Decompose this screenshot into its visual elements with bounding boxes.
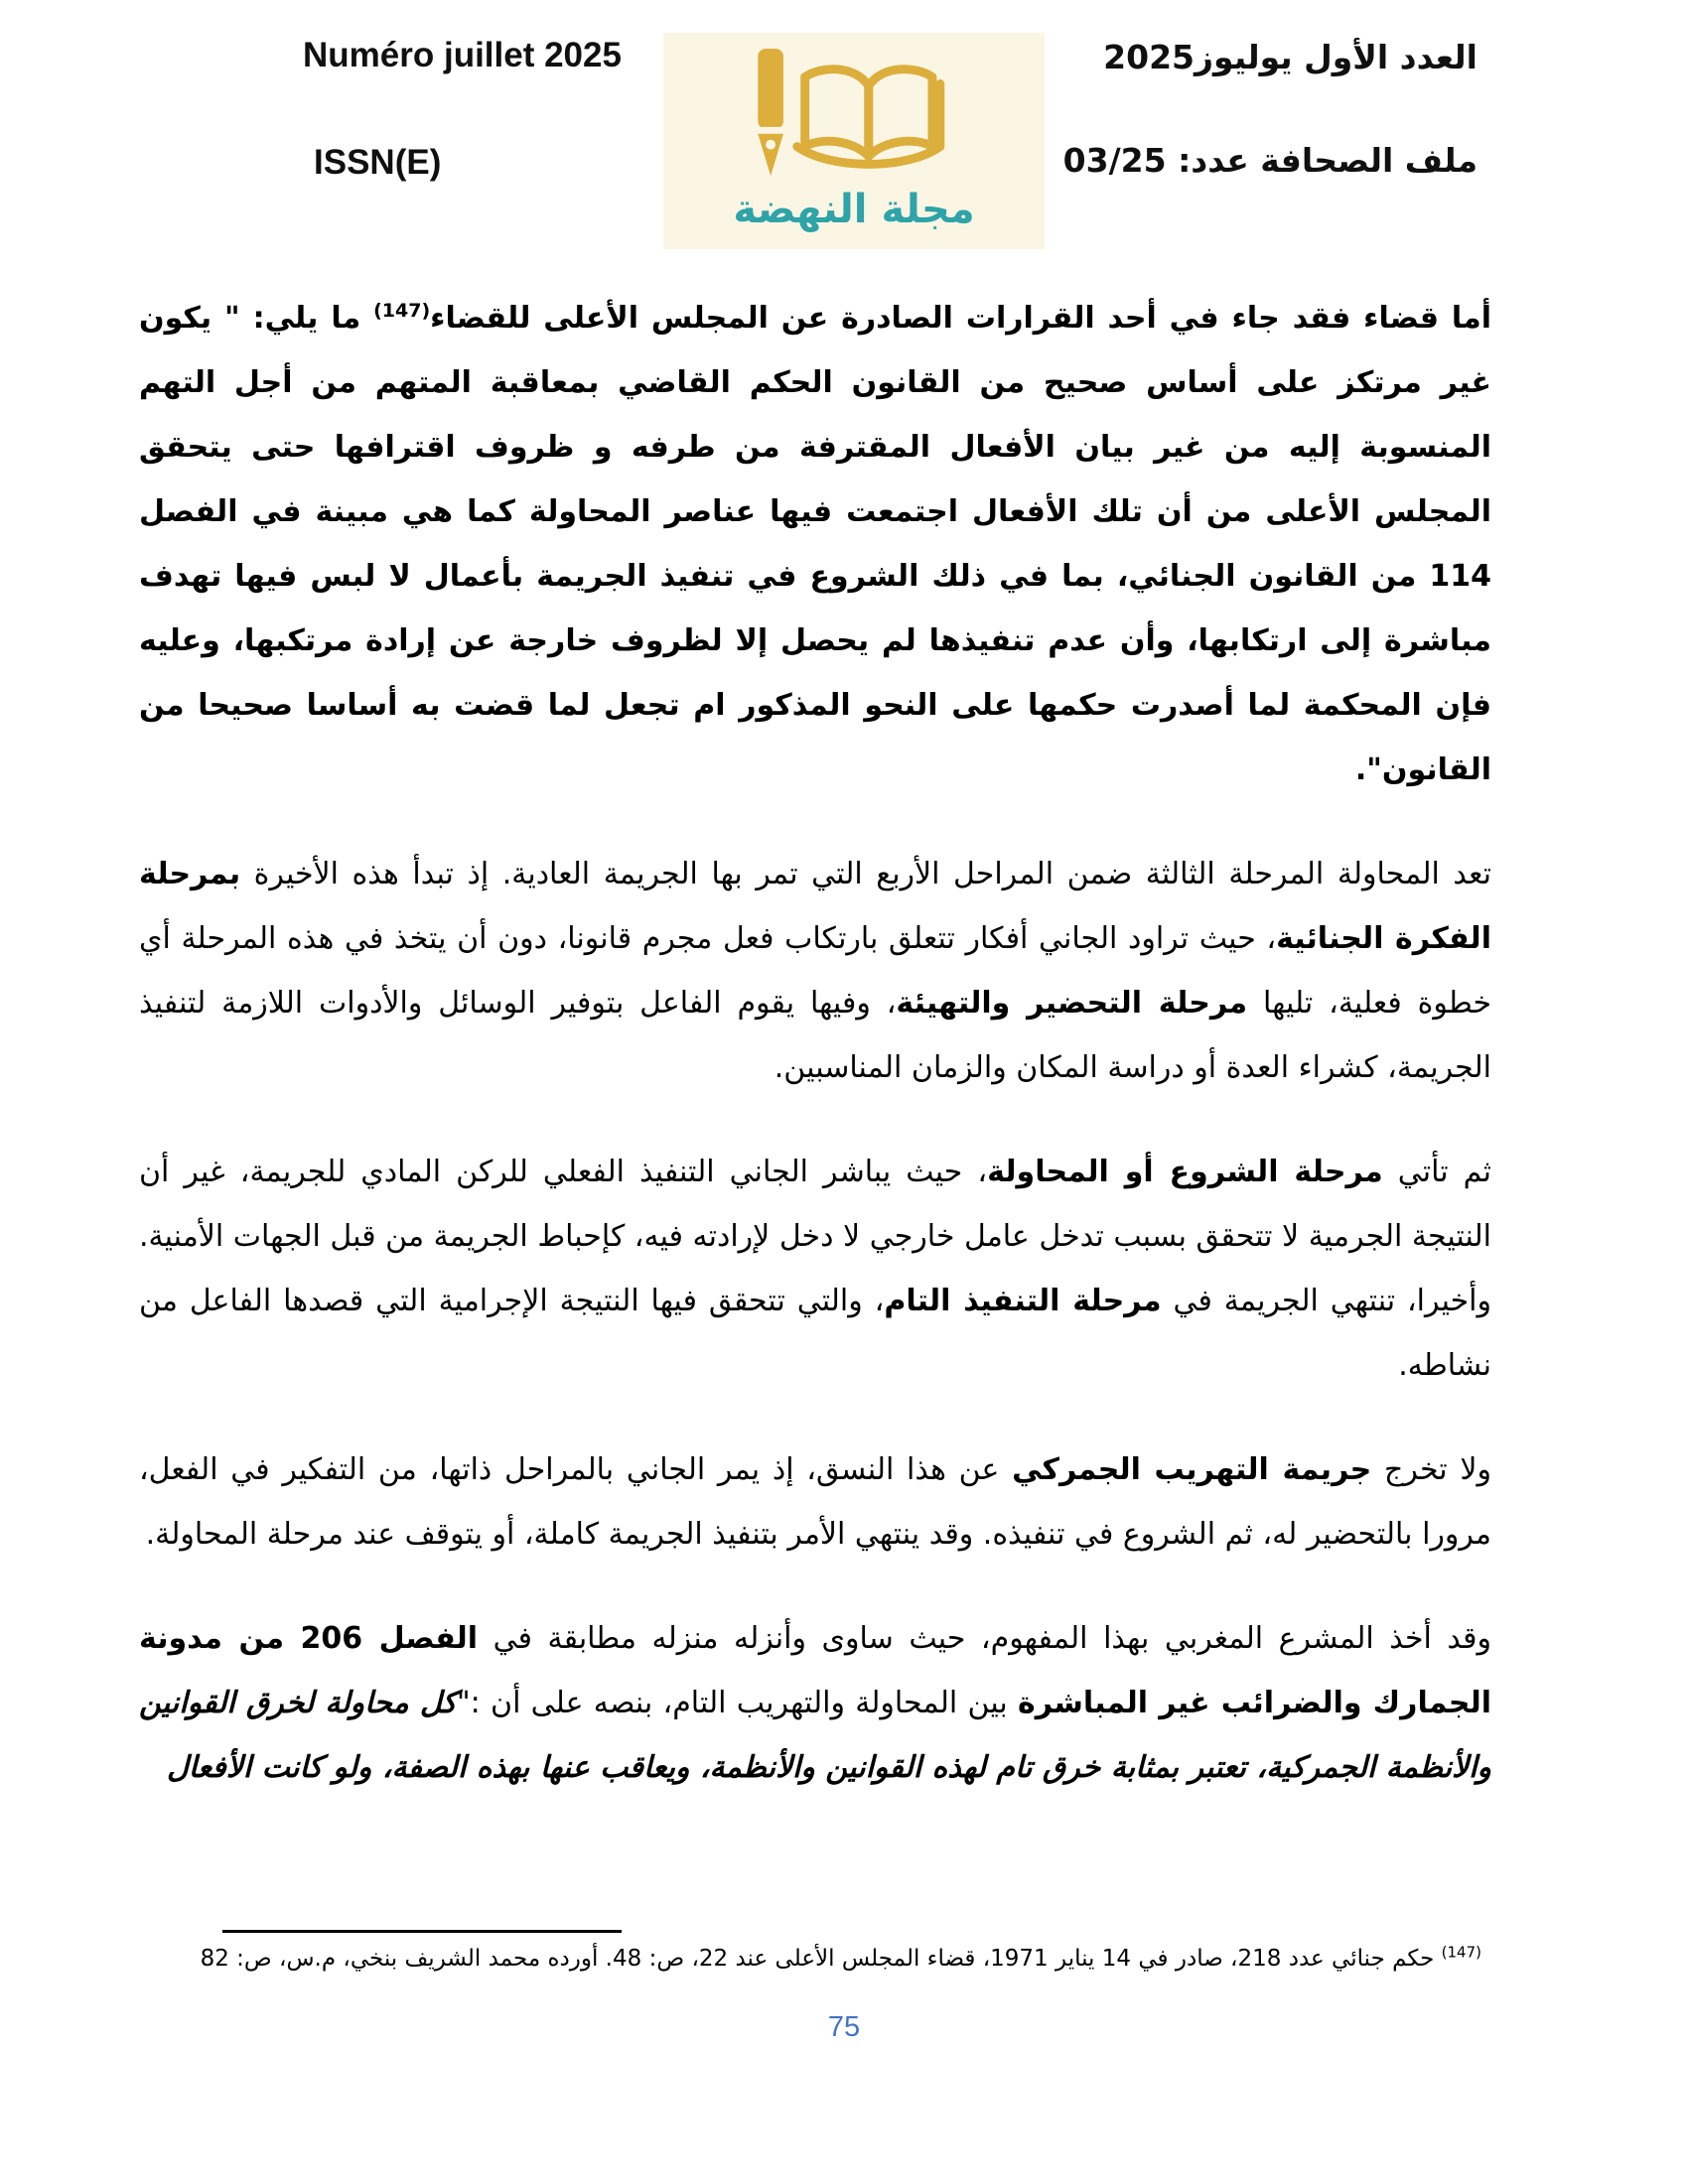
footnote-marker: (147) xyxy=(1441,1943,1481,1962)
issue-number-arabic: العدد الأول يوليوز2025 xyxy=(1103,38,1477,76)
paragraph-court-decision: أما قضاء فقد جاء في أحد القرارات الصادرة عن المجلس الأعلى للقضاء$^{(147)}$ ما يلي: " يكون غير مرتكز على أساس صحيح من القانون الحكم القاضي بمعاقبة المتهم من أجل التهم المنسوبة إليه من غير بيان الأفعال المقترفة من طرفه و ظروف اقترافها حتى يتحقق المجلس الأعلى من أن تلك الأفعال اجتمعت فيها عناصر المحاولة كما هي مبينة في الفصل 114 من القانون الجنائي، بما في ذلك الشروع في تنفيذ الجريمة بأعمال لا لبس فيها تهدف مباشرة إلى ارتكابها، وأن عدم تنفيذها لم يحصل إلا لظروف خارجة عن إرادة مرتكبها، وعليه فإن المحكمة لما أصدرت حكمها على النحو المذكور ام تجعل لما قضت به أساسا صحيحا من القانون". xyxy=(139,300,1491,787)
paragraph-article-206: وقد أخذ المشرع المغربي بهذا المفهوم، حيث ساوى وأنزله منزله مطابقة في الفصل 206 من مدونة الجمارك والضرائب غير المباشرة بين المحاولة والتهريب التام، بنصه على أن :"كل محاولة لخرق القوانين والأنظمة الجمركية، تعتبر بمثابة خرق تام لهذه القوانين والأنظمة، ويعاقب عنها بهذه الصفة، ولو كانت الأفعال xyxy=(139,1621,1492,1785)
footnote-separator xyxy=(222,1930,622,1933)
paragraph-crime-stages: تعد المحاولة المرحلة الثالثة ضمن المراحل الأربع التي تمر بها الجريمة العادية. إذ تبدأ هذه الأخيرة بمرحلة الفكرة الجنائية، حيث تراود الجاني أفكار تتعلق بارتكاب فعل مجرم قانونا، دون أن يتخذ في هذه المرحلة أي خطوة فعلية، تليها مرحلة التحضير والتهيئة، وفيها يقوم الفاعل بتوفير الوسائل والأدوات اللازمة لتنفيذ الجريمة، كشراء العدة أو دراسة المكان والزمان المناسبين. xyxy=(139,857,1491,1085)
paragraph-customs-smuggling: ولا تخرج جريمة التهريب الجمركي عن هذا النسق، إذ يمر الجاني بالمراحل ذاتها، من التفكير في الفعل، مرورا بالتحضير له، ثم الشروع في تنفيذه. وقد ينتهي الأمر بتنفيذ الجريمة كاملة، أو يتوقف عند مرحلة المحاولة. xyxy=(139,1452,1491,1552)
issn-label: ISSN(E) xyxy=(314,143,442,182)
article-body xyxy=(139,286,1491,1840)
page-number: 75 xyxy=(827,2011,861,2043)
paragraph-attempt-stage: ثم تأتي مرحلة الشروع أو المحاولة، حيث يباشر الجاني التنفيذ الفعلي للركن المادي للجريمة، غير أن النتيجة الجرمية لا تتحقق بسبب تدخل عامل خارجي لا دخل لإرادته فيه، كإحباط الجريمة من قبل الجهات الأمنية. وأخيرا، تنتهي الجريمة في مرحلة التنفيذ التام، والتي تتحقق فيها النتيجة الإجرامية التي قصدها الفاعل من نشاطه. xyxy=(139,1155,1491,1383)
press-file-number: ملف الصحافة عدد: 03/25 xyxy=(1062,141,1477,180)
journal-name: مجلة النهضة xyxy=(733,187,975,232)
book-pen-icon xyxy=(735,45,973,192)
footnote-147: $^{(147)}$ حكم جنائي عدد 218، صادر في 14 يناير 1971، قضاء المجلس الأعلى عند 22، ص: 48. أورده محمد الشريف بنخي، م.س، ص: 82 xyxy=(200,1943,1481,1972)
journal-logo xyxy=(663,33,1045,249)
footnote-reference-147: (147) xyxy=(373,300,431,322)
issue-number-french: Numéro juillet 2025 xyxy=(303,36,622,74)
